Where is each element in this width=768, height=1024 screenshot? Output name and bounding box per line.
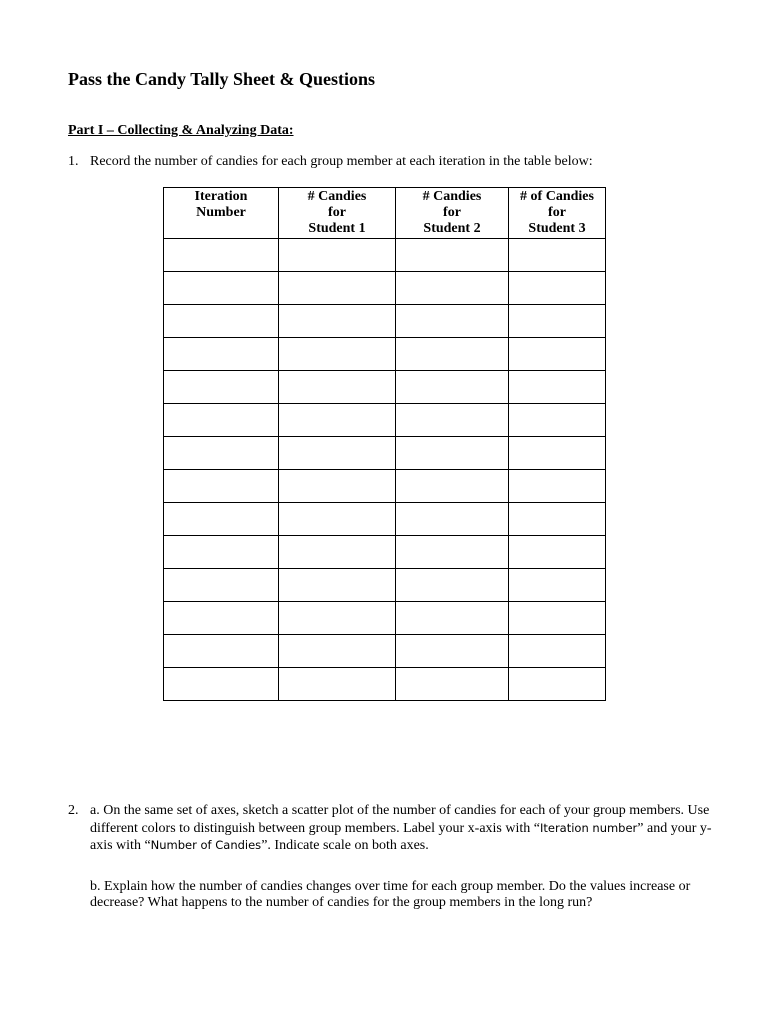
table-cell: [279, 305, 396, 338]
table-cell: [396, 272, 509, 305]
table-cell: [279, 602, 396, 635]
table-cell: [509, 602, 606, 635]
table-cell: [279, 437, 396, 470]
table-row: [164, 437, 606, 470]
table-cell: [164, 272, 279, 305]
tally-table: [163, 187, 606, 701]
question-2a-text: a. On the same set of axes, sketch a scatter plot of the number of candies for each of your group members. Use different colors to distinguish between group members. Label your x-axis with “: [90, 803, 710, 836]
table-cell: [396, 668, 509, 701]
table-cell: [164, 437, 279, 470]
table-cell: [509, 272, 606, 305]
header-student-2: [396, 188, 509, 239]
table-cell: [396, 602, 509, 635]
table-cell: [164, 503, 279, 536]
table-cell: [279, 536, 396, 569]
table-row: [164, 404, 606, 437]
table-cell: [509, 239, 606, 272]
table-cell: [396, 338, 509, 371]
table-cell: [164, 635, 279, 668]
header-line: Student 2: [423, 221, 481, 236]
table-cell: [279, 470, 396, 503]
table-cell: [396, 470, 509, 503]
table-row: [164, 338, 606, 371]
table-row: [164, 668, 606, 701]
header-line: # Candies: [307, 189, 367, 204]
table-row: [164, 470, 606, 503]
header-student-3: [509, 188, 606, 239]
table-cell: [164, 569, 279, 602]
table-row: [164, 272, 606, 305]
table-cell: [509, 305, 606, 338]
tally-table-body: [164, 239, 606, 701]
question-1: [68, 154, 593, 170]
table-row: [164, 602, 606, 635]
header-line: Iteration: [194, 189, 248, 204]
table-cell: [509, 371, 606, 404]
table-cell: [396, 371, 509, 404]
question-2a-text: ” and your y-axis with “: [90, 820, 712, 853]
table-cell: [279, 404, 396, 437]
table-cell: [164, 536, 279, 569]
question-2-number: 2.: [68, 803, 79, 818]
header-iteration-number: [164, 188, 279, 239]
table-cell: [164, 239, 279, 272]
table-cell: [396, 404, 509, 437]
table-cell: [279, 635, 396, 668]
header-line: Number: [196, 205, 246, 220]
table-cell: [164, 305, 279, 338]
question-2-body: [90, 803, 730, 912]
table-cell: [164, 404, 279, 437]
header-line: # Candies: [422, 189, 482, 204]
table-cell: [509, 668, 606, 701]
table-cell: [509, 404, 606, 437]
table-cell: [396, 536, 509, 569]
part-heading: Part I – Collecting & Analyzing Data:: [68, 123, 294, 138]
table-cell: [164, 602, 279, 635]
header-student-1: [279, 188, 396, 239]
table-row: [164, 239, 606, 272]
question-2: [68, 803, 730, 912]
page-title: Pass the Candy Tally Sheet & Questions: [68, 69, 376, 89]
table-cell: [396, 635, 509, 668]
table-cell: [509, 635, 606, 668]
question-1-text: Record the number of candies for each group member at each iteration in the table below:: [90, 154, 593, 169]
table-cell: [279, 371, 396, 404]
table-cell: [396, 569, 509, 602]
question-2a-text: ”. Indicate scale on both axes.: [261, 838, 429, 853]
table-row: [164, 503, 606, 536]
table-cell: [509, 536, 606, 569]
table-row: [164, 536, 606, 569]
header-line: for: [443, 205, 461, 220]
table-cell: [396, 305, 509, 338]
table-row: [164, 305, 606, 338]
table-cell: [509, 470, 606, 503]
table-cell: [396, 239, 509, 272]
table-cell: [164, 668, 279, 701]
table-cell: [164, 371, 279, 404]
table-row: [164, 635, 606, 668]
table-cell: [509, 338, 606, 371]
question-1-number: 1.: [68, 154, 79, 169]
table-cell: [279, 272, 396, 305]
header-line: for: [548, 205, 566, 220]
header-line: Student 3: [528, 221, 586, 236]
table-cell: [279, 239, 396, 272]
question-2a-ylabel: Number of Candies: [150, 838, 262, 852]
table-cell: [279, 503, 396, 536]
header-line: Student 1: [308, 221, 366, 236]
table-cell: [279, 338, 396, 371]
question-2b: b. Explain how the number of candies changes over time for each group member. Do the values increase or decrease? What happens to the number of candies for the group members in the long run?: [90, 878, 691, 910]
table-cell: [396, 437, 509, 470]
header-line: # of Candies: [520, 189, 594, 204]
table-header-row: [164, 188, 606, 239]
table-cell: [279, 668, 396, 701]
table-cell: [396, 503, 509, 536]
table-cell: [164, 470, 279, 503]
table-cell: [509, 503, 606, 536]
question-2a-xlabel: Iteration number: [539, 820, 638, 835]
table-row: [164, 371, 606, 404]
table-cell: [509, 437, 606, 470]
table-cell: [279, 569, 396, 602]
table-cell: [509, 569, 606, 602]
header-line: for: [328, 205, 346, 220]
question-2a: [90, 803, 730, 855]
table-row: [164, 569, 606, 602]
table-cell: [164, 338, 279, 371]
